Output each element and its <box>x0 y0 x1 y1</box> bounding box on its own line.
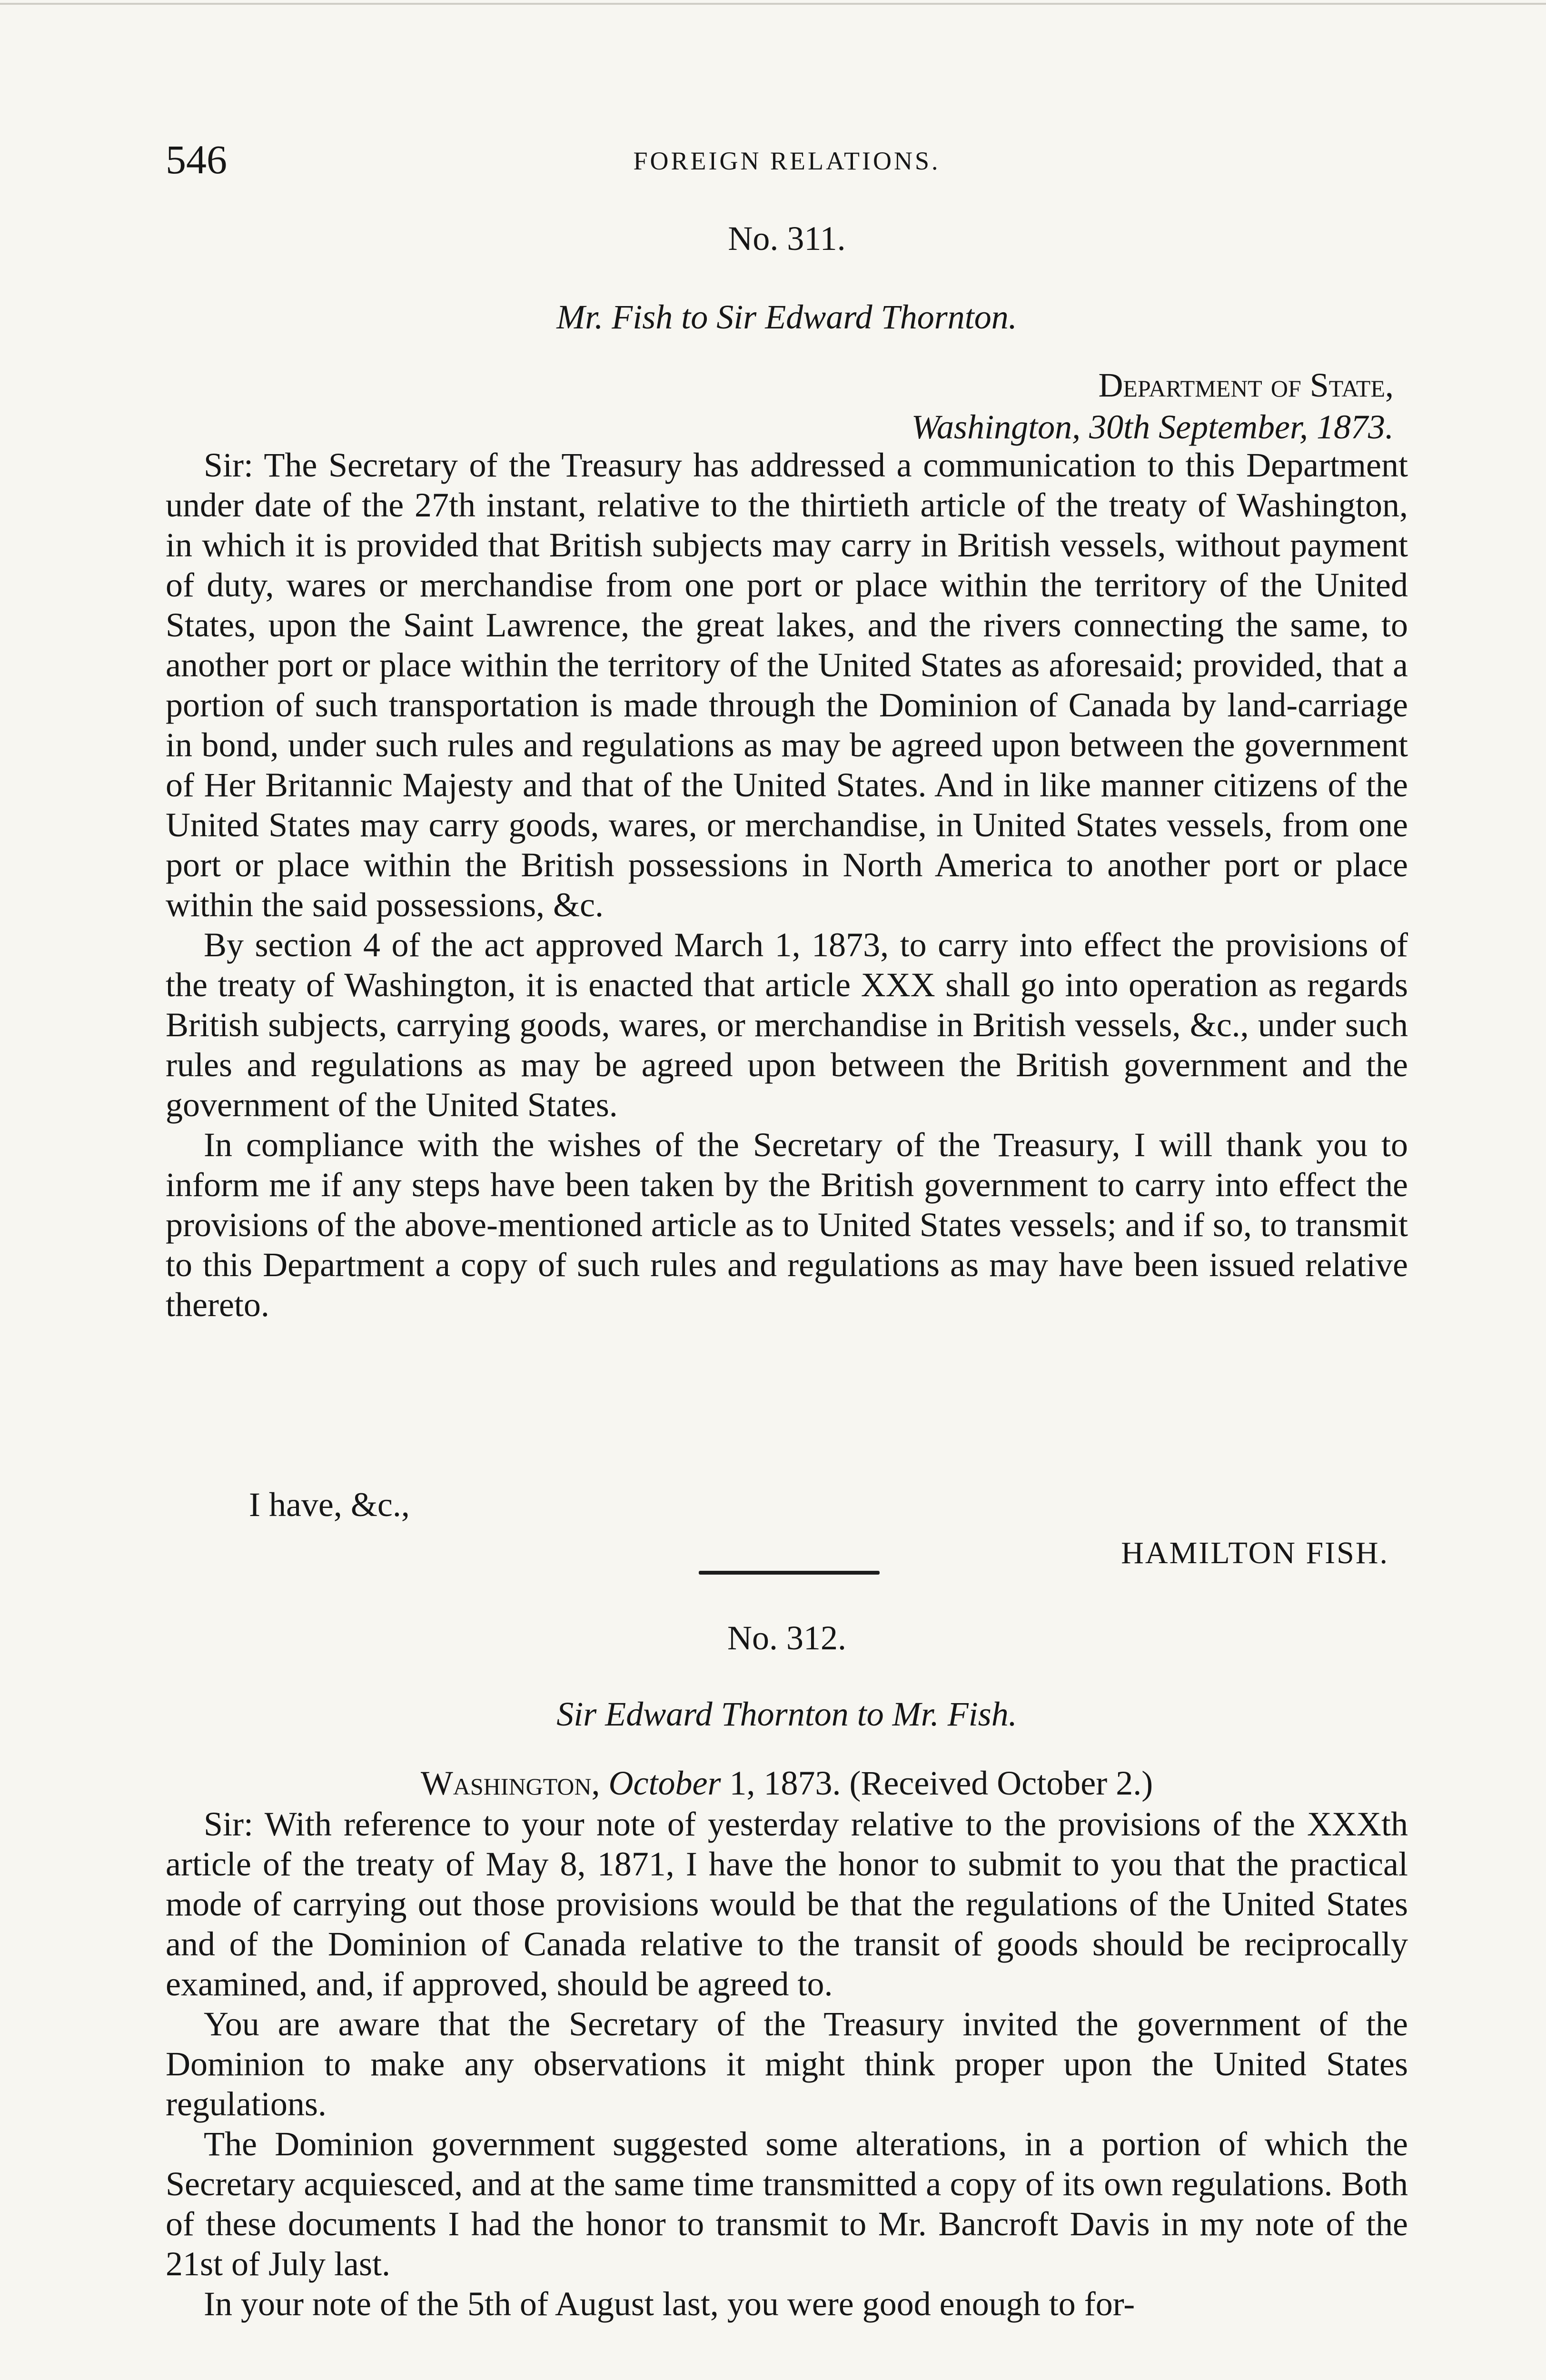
dateline-office: Department of State, <box>1098 366 1394 404</box>
paragraph: The Dominion government suggested some alterations, in a portion of which the Secretary acquiesced, and at the same time transmitted a copy of its own regulations. Both of these documents I had the honor to transmit to Mr. Bancroft Davis in my note of the 21st of July last. <box>166 2125 1408 2283</box>
signature: HAMILTON FISH. <box>1121 1536 1389 1570</box>
scan-top-edge <box>0 3 1546 5</box>
paragraph: By section 4 of the act approved March 1, 1873, to carry into effect the provisions of the treaty of Washington, it is enacted that article XXX shall go into operation as regards British subjects, carrying goods, wares, or merchandise in British vessels, &c., under such rules and regulations as may be agreed upon between the British government and the government of the United States. <box>166 926 1408 1124</box>
dateline-place: Washington, <box>420 1764 600 1802</box>
letter-body <box>166 445 1408 1325</box>
document-number: No. 311. <box>728 219 846 258</box>
dateline-rest: 1, 1873. (Received October 2.) <box>729 1764 1153 1802</box>
paragraph: In compliance with the wishes of the Secretary of the Treasury, I will thank you to inform me if any steps have been taken by the British government to carry into effect the provisions of the above-mentioned article as to United States vessels; and if so, to transmit to this Department a copy of such rules and regulations as may have been issued relative thereto. <box>166 1126 1408 1324</box>
dateline-month: October <box>608 1764 721 1802</box>
page-number: 546 <box>166 137 227 182</box>
running-title: FOREIGN RELATIONS. <box>633 147 941 175</box>
paragraph: You are aware that the Secretary of the Treasury invited the government of the Dominion to make any observations it might think proper upon the United States regulations. <box>166 2005 1408 2123</box>
document-number: No. 312. <box>727 1619 846 1657</box>
section-divider <box>699 1571 880 1575</box>
letter-body <box>166 1804 1408 2324</box>
letter-title: Sir Edward Thornton to Mr. Fish. <box>556 1695 1017 1733</box>
dateline <box>912 364 1394 448</box>
closing: I have, &c., <box>249 1486 410 1524</box>
dateline <box>166 1764 1408 1803</box>
page-header <box>166 136 1408 188</box>
paragraph: Sir: With reference to your note of yesterday relative to the provisions of the XXXth article of the treaty of May 8, 1871, I have the honor to submit to you that the practical mode of carrying out those provisions would be that the regulations of the United States and of the Dominion of Canada relative to the transit of goods should be reciprocally examined, and, if approved, should be agreed to. <box>166 1805 1408 2003</box>
paragraph: Sir: The Secretary of the Treasury has addressed a communication to this Department under date of the 27th instant, relative to the thirtieth article of the treaty of Washington, in which it is provided that British subjects may carry in British vessels, without payment of duty, wares or merchandise from one port or place within the territory of the United States, upon the Saint Lawrence, the great lakes, and the rivers connecting the same, to another port or place within the territory of the United States as aforesaid; provided, that a portion of such transportation is made through the Dominion of Canada by land-carriage in bond, under such rules and regulations as may be agreed upon between the government of Her Britannic Majesty and that of the United States. And in like manner citizens of the United States may carry goods, wares, or merchandise, in United States vessels, from one port or place within the British possessions in North America to another port or place within the said possessions, &c. <box>166 446 1408 924</box>
letter-title: Mr. Fish to Sir Edward Thornton. <box>556 298 1017 336</box>
paragraph: In your note of the 5th of August last, you were good enough to for- <box>204 2285 1135 2323</box>
dateline-date: Washington, 30th September, 1873. <box>911 408 1394 446</box>
